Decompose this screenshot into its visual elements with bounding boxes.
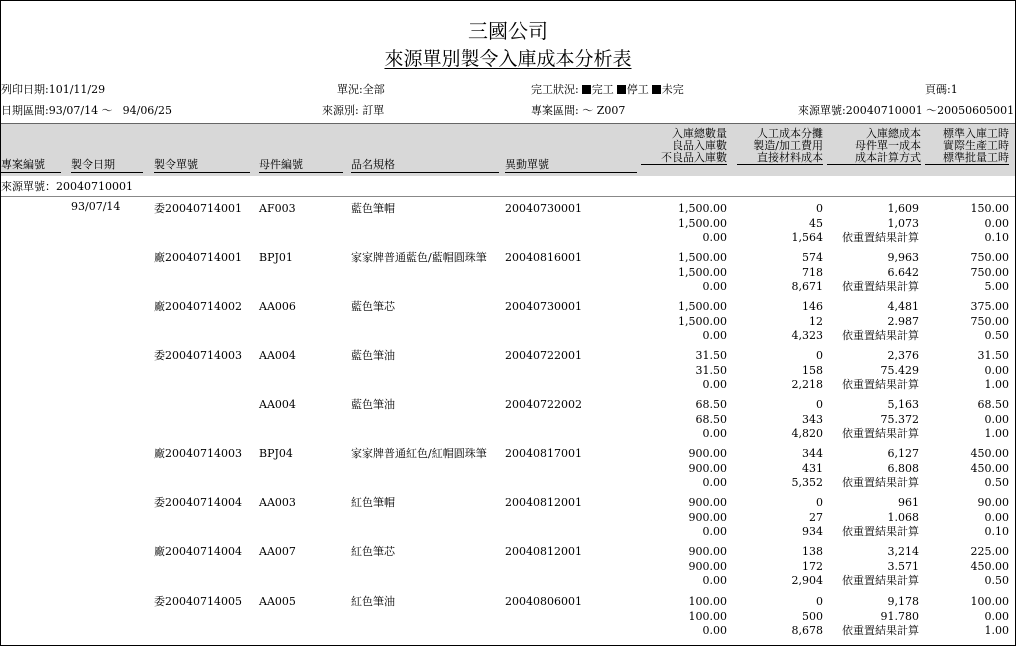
status-item: 完工 bbox=[591, 83, 614, 96]
qty-bad: 0.00 bbox=[702, 329, 727, 342]
parent-number: AA003 bbox=[259, 496, 296, 509]
qty-good: 900.00 bbox=[688, 510, 727, 524]
item-spec: 紅色筆芯 bbox=[351, 545, 395, 558]
parent-number: AA006 bbox=[259, 300, 296, 313]
col-qty-bad: 不良品入庫數 bbox=[641, 152, 727, 165]
total-cost: 3,214 bbox=[887, 545, 919, 558]
manufacturing-cost: 45 bbox=[809, 216, 823, 230]
parent-number: AA004 bbox=[259, 349, 296, 362]
material-cost: 934 bbox=[802, 525, 823, 538]
qty-bad: 0.00 bbox=[702, 624, 727, 637]
order-number: 廠20040714001 bbox=[154, 251, 242, 264]
change-number: 20040722002 bbox=[505, 398, 582, 411]
manufacturing-cost: 172 bbox=[802, 559, 823, 573]
manufacturing-cost: 27 bbox=[809, 510, 823, 524]
qty-total: 900.00 bbox=[688, 496, 727, 509]
actual-hours: 0.00 bbox=[984, 510, 1009, 524]
batch-hours: 0.10 bbox=[984, 231, 1009, 244]
col-labor-share: 人工成本分攤 bbox=[757, 127, 823, 140]
item-spec: 藍色筆芯 bbox=[351, 300, 395, 313]
parent-number: AA004 bbox=[259, 398, 296, 411]
change-number: 20040806001 bbox=[505, 595, 582, 608]
order-number: 委20040714004 bbox=[154, 496, 242, 509]
cost-method: 依重置結果計算 bbox=[842, 231, 919, 244]
qty-total: 1,500.00 bbox=[678, 300, 727, 313]
cost-method: 依重置結果計算 bbox=[842, 574, 919, 587]
material-cost: 8,671 bbox=[791, 280, 823, 293]
parent-number: AA007 bbox=[259, 545, 296, 558]
material-cost: 5,352 bbox=[791, 476, 823, 489]
report-title bbox=[1, 47, 1015, 71]
qty-bad: 0.00 bbox=[702, 231, 727, 244]
order-number: 廠20040714002 bbox=[154, 300, 242, 313]
qty-total: 1,500.00 bbox=[678, 251, 727, 264]
manufacturing-cost: 500 bbox=[802, 609, 823, 623]
change-number: 20040730001 bbox=[505, 202, 582, 215]
labor-share: 0 bbox=[816, 202, 823, 215]
col-order-no: 製令單號 bbox=[154, 158, 250, 173]
col-manufacturing-cost: 製造/加工費用 bbox=[753, 139, 823, 152]
qty-good: 1,500.00 bbox=[678, 265, 727, 279]
actual-hours: 450.00 bbox=[970, 559, 1009, 573]
qty-good: 68.50 bbox=[695, 412, 727, 426]
unit-cost: 75.372 bbox=[880, 412, 919, 426]
manufacturing-cost: 158 bbox=[802, 363, 823, 377]
unit-cost: 3.571 bbox=[887, 559, 919, 573]
change-number: 20040730001 bbox=[505, 300, 582, 313]
completion-status-label: 完工狀況: bbox=[531, 83, 579, 96]
std-hours: 31.50 bbox=[977, 349, 1009, 362]
material-cost: 4,820 bbox=[791, 427, 823, 440]
cost-method: 依重置結果計算 bbox=[842, 525, 919, 538]
qty-total: 31.50 bbox=[695, 349, 727, 362]
col-hours-header bbox=[925, 128, 1009, 165]
total-cost: 1,609 bbox=[887, 202, 919, 215]
unit-cost: 1,073 bbox=[887, 216, 919, 230]
std-hours: 750.00 bbox=[970, 251, 1009, 264]
parent-number: BPJ04 bbox=[259, 447, 293, 460]
order-number: 廠20040714004 bbox=[154, 545, 242, 558]
change-number: 20040817001 bbox=[505, 447, 582, 460]
qty-good: 1,500.00 bbox=[678, 216, 727, 230]
col-material-cost: 直接材料成本 bbox=[737, 152, 823, 165]
actual-hours: 750.00 bbox=[970, 314, 1009, 328]
cost-method: 依重置結果計算 bbox=[842, 476, 919, 489]
cost-method: 依重置結果計算 bbox=[842, 378, 919, 391]
parent-number: AA005 bbox=[259, 595, 296, 608]
material-cost: 2,218 bbox=[791, 378, 823, 391]
std-hours: 100.00 bbox=[970, 595, 1009, 608]
material-cost: 8,678 bbox=[791, 624, 823, 637]
labor-share: 0 bbox=[816, 595, 823, 608]
total-cost: 9,178 bbox=[887, 595, 919, 608]
actual-hours: 0.00 bbox=[984, 412, 1009, 426]
qty-total: 1,500.00 bbox=[678, 202, 727, 215]
unit-cost: 1.068 bbox=[887, 510, 919, 524]
parent-number: AF003 bbox=[259, 202, 296, 215]
square-icon bbox=[652, 85, 661, 94]
project-range: 專案區間: ～ Z007 bbox=[531, 104, 626, 117]
order-number: 委20040714005 bbox=[154, 595, 242, 608]
col-qty-total: 入庫總數量 bbox=[672, 127, 727, 140]
material-cost: 4,323 bbox=[791, 329, 823, 342]
status-item: 停工 bbox=[626, 83, 649, 96]
col-item-spec: 品名規格 bbox=[351, 158, 499, 173]
labor-share: 574 bbox=[802, 251, 823, 264]
actual-hours: 750.00 bbox=[970, 265, 1009, 279]
item-spec: 家家牌普通藍色/藍帽圓珠筆 bbox=[351, 251, 487, 264]
order-number: 委20040714001 bbox=[154, 202, 242, 215]
qty-bad: 0.00 bbox=[702, 525, 727, 538]
qty-bad: 0.00 bbox=[702, 574, 727, 587]
labor-share: 0 bbox=[816, 398, 823, 411]
std-hours: 90.00 bbox=[977, 496, 1009, 509]
col-std-hours: 標準入庫工時 bbox=[943, 127, 1009, 140]
col-qty-header bbox=[641, 128, 727, 165]
batch-hours: 5.00 bbox=[984, 280, 1009, 293]
change-number: 20040722001 bbox=[505, 349, 582, 362]
square-icon bbox=[582, 85, 591, 94]
change-number: 20040816001 bbox=[505, 251, 582, 264]
qty-total: 900.00 bbox=[688, 545, 727, 558]
unit-cost: 75.429 bbox=[880, 363, 919, 377]
source-type: 來源別: 訂單 bbox=[322, 104, 385, 117]
unit-cost: 2.987 bbox=[887, 314, 919, 328]
item-spec: 藍色筆帽 bbox=[351, 202, 395, 215]
col-project-no: 專案編號 bbox=[1, 158, 61, 173]
batch-hours: 0.50 bbox=[984, 574, 1009, 587]
std-hours: 68.50 bbox=[977, 398, 1009, 411]
batch-hours: 0.50 bbox=[984, 329, 1009, 342]
material-cost: 2,904 bbox=[791, 574, 823, 587]
batch-hours: 1.00 bbox=[984, 378, 1009, 391]
change-number: 20040812001 bbox=[505, 545, 582, 558]
cost-method: 依重置結果計算 bbox=[842, 427, 919, 440]
company-name: 三國公司 bbox=[468, 19, 548, 43]
qty-total: 68.50 bbox=[695, 398, 727, 411]
item-spec: 家家牌普通紅色/紅帽圓珠筆 bbox=[351, 447, 487, 460]
col-unit-cost: 母件單一成本 bbox=[855, 139, 921, 152]
qty-good: 1,500.00 bbox=[678, 314, 727, 328]
qty-good: 900.00 bbox=[688, 559, 727, 573]
batch-hours: 1.00 bbox=[984, 427, 1009, 440]
total-cost: 9,963 bbox=[887, 251, 919, 264]
group-divider bbox=[1, 196, 1015, 197]
cost-method: 依重置結果計算 bbox=[842, 329, 919, 342]
col-total-cost: 入庫總成本 bbox=[866, 127, 921, 140]
total-cost: 961 bbox=[898, 496, 919, 509]
qty-bad: 0.00 bbox=[702, 280, 727, 293]
actual-hours: 0.00 bbox=[984, 216, 1009, 230]
item-spec: 紅色筆帽 bbox=[351, 496, 395, 509]
page-number: 頁碼:1 bbox=[925, 83, 958, 96]
manufacturing-cost: 431 bbox=[802, 461, 823, 475]
labor-share: 146 bbox=[802, 300, 823, 313]
group-source-number: 來源單號：20040710001 bbox=[1, 180, 133, 193]
col-cost-header bbox=[827, 128, 921, 165]
actual-hours: 0.00 bbox=[984, 363, 1009, 377]
manufacturing-cost: 718 bbox=[802, 265, 823, 279]
qty-bad: 0.00 bbox=[702, 476, 727, 489]
order-number: 廠20040714003 bbox=[154, 447, 242, 460]
qty-good: 100.00 bbox=[688, 609, 727, 623]
col-cost-method: 成本計算方式 bbox=[827, 152, 921, 165]
actual-hours: 0.00 bbox=[984, 609, 1009, 623]
material-cost: 1,564 bbox=[791, 231, 823, 244]
group-order-date: 93/07/14 bbox=[71, 200, 121, 213]
status-item: 未完 bbox=[661, 83, 684, 96]
qty-bad: 0.00 bbox=[702, 427, 727, 440]
total-cost: 4,481 bbox=[887, 300, 919, 313]
print-date: 列印日期:101/11/29 bbox=[1, 83, 106, 96]
completion-status bbox=[531, 83, 684, 96]
unit-cost: 6.642 bbox=[887, 265, 919, 279]
actual-hours: 450.00 bbox=[970, 461, 1009, 475]
date-range-end: 94/06/25 bbox=[122, 104, 173, 117]
labor-share: 138 bbox=[802, 545, 823, 558]
qty-good: 31.50 bbox=[695, 363, 727, 377]
qty-bad: 0.00 bbox=[702, 378, 727, 391]
batch-hours: 1.00 bbox=[984, 624, 1009, 637]
parent-number: BPJ01 bbox=[259, 251, 293, 264]
unit-cost: 91.780 bbox=[880, 609, 919, 623]
batch-hours: 0.50 bbox=[984, 476, 1009, 489]
square-icon bbox=[617, 85, 626, 94]
std-hours: 450.00 bbox=[970, 447, 1009, 460]
labor-share: 0 bbox=[816, 349, 823, 362]
col-change-no: 異動單號 bbox=[505, 158, 637, 173]
total-cost: 2,376 bbox=[887, 349, 919, 362]
unit-cost: 6.808 bbox=[887, 461, 919, 475]
col-actual-hours: 實際生產工時 bbox=[943, 139, 1009, 152]
col-qty-good: 良品入庫數 bbox=[672, 139, 727, 152]
col-order-date: 製令日期 bbox=[71, 158, 143, 173]
manufacturing-cost: 12 bbox=[809, 314, 823, 328]
source-number-range: 來源單號:20040710001 ～20050605001 bbox=[798, 104, 1015, 117]
std-hours: 150.00 bbox=[970, 202, 1009, 215]
scope-status: 單況:全部 bbox=[337, 83, 385, 96]
std-hours: 225.00 bbox=[970, 545, 1009, 558]
col-parent-no: 母件編號 bbox=[259, 158, 343, 173]
total-cost: 5,163 bbox=[887, 398, 919, 411]
cost-method: 依重置結果計算 bbox=[842, 624, 919, 637]
qty-total: 100.00 bbox=[688, 595, 727, 608]
item-spec: 藍色筆油 bbox=[351, 349, 395, 362]
qty-total: 900.00 bbox=[688, 447, 727, 460]
col-labor-header bbox=[737, 128, 823, 165]
item-spec: 藍色筆油 bbox=[351, 398, 395, 411]
labor-share: 344 bbox=[802, 447, 823, 460]
date-range-start: 日期區間:93/07/14 ～ bbox=[1, 104, 113, 117]
col-batch-hours: 標準批量工時 bbox=[925, 152, 1009, 165]
manufacturing-cost: 343 bbox=[802, 412, 823, 426]
std-hours: 375.00 bbox=[970, 300, 1009, 313]
date-range bbox=[1, 104, 172, 117]
order-number: 委20040714003 bbox=[154, 349, 242, 362]
cost-method: 依重置結果計算 bbox=[842, 280, 919, 293]
report-title-text: 來源單別製令入庫成本分析表 bbox=[384, 48, 632, 70]
change-number: 20040812001 bbox=[505, 496, 582, 509]
batch-hours: 0.10 bbox=[984, 525, 1009, 538]
item-spec: 紅色筆油 bbox=[351, 595, 395, 608]
qty-good: 900.00 bbox=[688, 461, 727, 475]
labor-share: 0 bbox=[816, 496, 823, 509]
total-cost: 6,127 bbox=[887, 447, 919, 460]
